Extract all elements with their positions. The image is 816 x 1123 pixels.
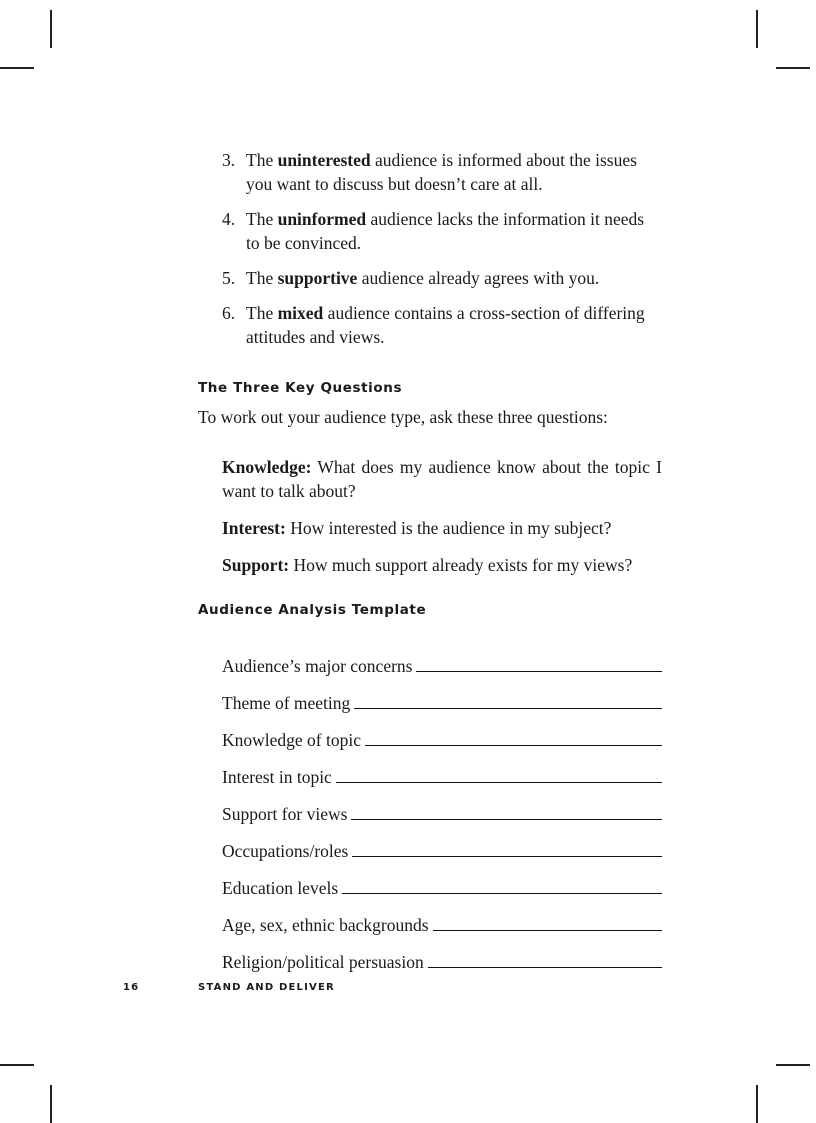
intro-paragraph: To work out your audience type, ask these three questions: (198, 407, 608, 427)
blank-line (352, 856, 662, 857)
section-heading: The Three Key Questions (198, 380, 403, 396)
blank-line (365, 745, 662, 746)
blank-line (433, 930, 662, 931)
running-title: STAND AND DELIVER (198, 982, 335, 993)
question-item: Support: How much support already exists for my views? (222, 555, 633, 575)
key-questions-list (222, 455, 662, 590)
blank-line (416, 671, 662, 672)
blank-line (351, 819, 662, 820)
template-field: Age, sex, ethnic backgrounds (222, 900, 662, 937)
template-field: Religion/political persuasion (222, 937, 662, 974)
list-item: 4. The uninformed audience lacks the information it needs to be convinced. (222, 209, 645, 253)
blank-line (336, 782, 662, 783)
crop-mark (756, 1085, 758, 1123)
question-item: Knowledge: What does my audience know about the topic I want to talk about? (222, 457, 662, 501)
crop-mark (756, 10, 758, 48)
template-field: Knowledge of topic (222, 715, 662, 752)
audience-analysis-template (222, 641, 662, 974)
crop-mark (0, 67, 34, 69)
section-heading: Audience Analysis Template (198, 602, 427, 618)
blank-line (354, 708, 662, 709)
blank-line (342, 893, 662, 894)
template-field: Theme of meeting (222, 678, 662, 715)
crop-mark (50, 1085, 52, 1123)
list-item: 6. The mixed audience contains a cross-section of differing attitudes and views. (222, 303, 645, 347)
crop-mark (776, 1064, 810, 1066)
template-field: Interest in topic (222, 752, 662, 789)
template-field: Audience’s major concerns (222, 641, 662, 678)
crop-mark (50, 10, 52, 48)
template-field: Occupations/roles (222, 826, 662, 863)
question-item: Interest: How interested is the audience in my subject? (222, 518, 612, 538)
template-field: Education levels (222, 863, 662, 900)
blank-line (428, 967, 662, 968)
list-item: 3. The uninterested audience is informed about the issues you want to discuss but doesn’t care at all. (222, 150, 637, 194)
list-item: 5. The supportive audience already agrees with you. (222, 268, 600, 288)
crop-mark (0, 1064, 34, 1066)
crop-mark (776, 67, 810, 69)
page-number: 16 (123, 982, 140, 993)
template-field: Support for views (222, 789, 662, 826)
audience-types-list (222, 148, 662, 360)
